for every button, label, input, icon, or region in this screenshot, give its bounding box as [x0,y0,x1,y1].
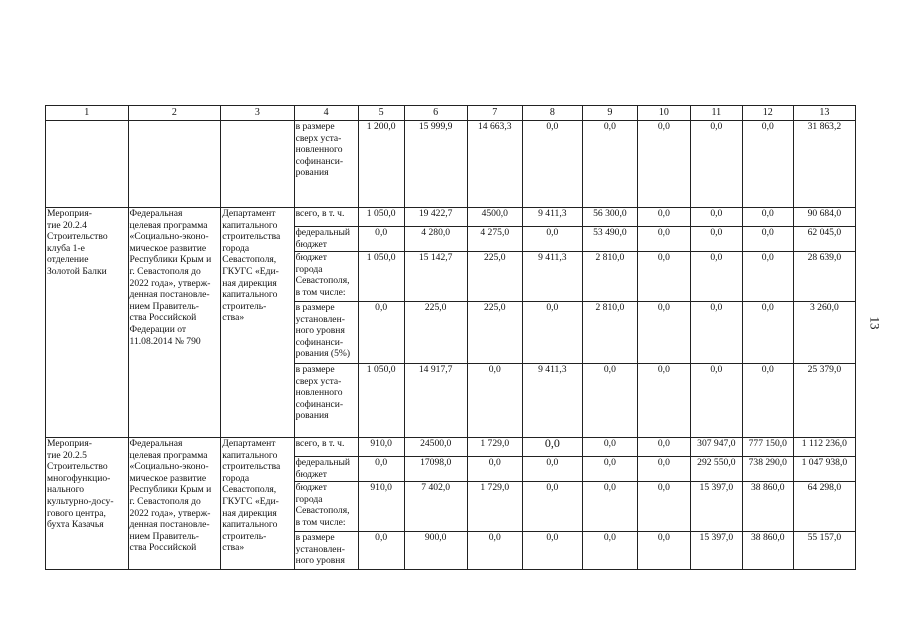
table-cell: 900,0 [404,532,467,570]
table-cell: 2 810,0 [582,252,637,302]
table-cell: 0,0 [522,482,582,532]
table-cell: 0,0 [582,457,637,482]
table-cell: федеральный бюджет [294,457,358,482]
table-cell: 0,0 [742,227,793,252]
column-number-row [46,106,856,121]
table-cell: 0,0 [637,482,690,532]
table-cell: 64 298,0 [793,482,855,532]
table-cell: 25 379,0 [793,364,855,438]
table-cell: 292 550,0 [690,457,742,482]
table-cell: 0,0 [637,364,690,438]
table-cell: 3 260,0 [793,302,855,364]
table-cell: 225,0 [467,252,522,302]
table-cell: 4500,0 [467,208,522,227]
program-cell: Федеральная целевая программа «Социально-эконо- мическое развитие Республики Крым и г. Севастополя до 2022 года», утверж- денная постановле- нием Правитель- ства Российской Федерации от 11.08.2014 № 790 [128,208,221,438]
table-cell: 19 422,7 [404,208,467,227]
table-cell: 7 402,0 [404,482,467,532]
table-cell: 24500,0 [404,438,467,457]
table-cell: 14 917,7 [404,364,467,438]
table-cell: 0,0 [637,208,690,227]
column-header: 3 [221,106,294,121]
table-cell: 307 947,0 [690,438,742,457]
table-cell: 0,0 [742,252,793,302]
table-cell: 0,0 [522,532,582,570]
column-header: 9 [582,106,637,121]
table-cell: 0,0 [522,121,582,208]
table-cell: 0,0 [742,364,793,438]
table-cell: 0,0 [742,302,793,364]
table-cell: в размере сверх уста- новленного софинанси- рования [294,121,358,208]
table-cell: 0,0 [637,532,690,570]
column-header: 13 [793,106,855,121]
table-cell: 0,0 [690,227,742,252]
table-cell: 1 050,0 [358,252,404,302]
table-cell: 0,0 [522,302,582,364]
table-cell: 738 290,0 [742,457,793,482]
table-cell: 0,0 [742,208,793,227]
table-cell: 0,0 [637,252,690,302]
table-cell: 0,0 [742,121,793,208]
table-cell: 0,0 [358,302,404,364]
table-cell: 0,0 [358,532,404,570]
table-cell: 28 639,0 [793,252,855,302]
table-cell: 0,0 [582,121,637,208]
table-cell: 0,0 [690,121,742,208]
table-cell: 225,0 [467,302,522,364]
table-cell: 14 663,3 [467,121,522,208]
table-cell: 0,0 [690,364,742,438]
table-cell: 0,0 [582,438,637,457]
table-cell: 0,0 [637,121,690,208]
table-cell: 1 112 236,0 [793,438,855,457]
table-cell: 15 142,7 [404,252,467,302]
table-cell: 31 863,2 [793,121,855,208]
measure-name-cell: Мероприя- тие 20.2.5 Строительство многофункцио- нального культурно-досу- гового центра, бухта Казачья [46,438,129,570]
table-cell: бюджет города Севастополя, в том числе: [294,482,358,532]
table-cell: 1 729,0 [467,438,522,457]
table-cell: 0,0 [358,457,404,482]
column-header: 5 [358,106,404,121]
column-header: 1 [46,106,129,121]
table-cell: 0,0 [582,482,637,532]
table-cell: 0,0 [690,302,742,364]
table-cell: 0,0 [690,208,742,227]
page-number: 13 [867,316,883,330]
executor-cell: Департамент капитального строительства города Севастополя, ГКУГС «Еди- ная дирекция капитального строитель- ства» [221,208,294,438]
table-cell: 53 490,0 [582,227,637,252]
table-cell: 910,0 [358,438,404,457]
table-row [46,121,856,208]
table-cell: бюджет города Севастополя, в том числе: [294,252,358,302]
table-cell: 2 810,0 [582,302,637,364]
executor-cell: Департамент капитального строительства города Севастополя, ГКУГС «Еди- ная дирекция капитального строитель- ства» [221,438,294,570]
table-cell: 777 150,0 [742,438,793,457]
table-row [46,438,856,457]
table-cell: 4 280,0 [404,227,467,252]
table-cell: 1 047 938,0 [793,457,855,482]
column-header: 12 [742,106,793,121]
table-cell: 9 411,3 [522,252,582,302]
table-row [46,208,856,227]
column-header: 11 [690,106,742,121]
column-header: 6 [404,106,467,121]
table-cell: 62 045,0 [793,227,855,252]
table-cell: 0,0 [637,302,690,364]
table-cell: 0,0 [690,252,742,302]
table-cell: 0,0 [522,227,582,252]
table-cell: всего, в т. ч. [294,438,358,457]
table-cell: 90 684,0 [793,208,855,227]
table-cell: 0,0 [522,457,582,482]
table-cell: 17098,0 [404,457,467,482]
table-cell: 9 411,3 [522,364,582,438]
table-cell [128,121,221,208]
table-cell: 0,0 [467,532,522,570]
program-cell: Федеральная целевая программа «Социально-эконо- мическое развитие Республики Крым и г. Севастополя до 2022 года», утверж- денная постановле- нием Правитель- ства Российской [128,438,221,570]
table-cell: всего, в т. ч. [294,208,358,227]
table-cell: 0,0 [637,227,690,252]
table-cell: 56 300,0 [582,208,637,227]
table-cell: 0,0 [637,438,690,457]
measure-name-cell: Мероприя- тие 20.2.4 Строительство клуба 1-е отделение Золотой Балки [46,208,129,438]
column-header: 8 [522,106,582,121]
table-cell: 15 999,9 [404,121,467,208]
table-cell: 0,0 [637,457,690,482]
table-cell: 0,0 [467,364,522,438]
table-cell: 9 411,3 [522,208,582,227]
table-cell: 910,0 [358,482,404,532]
table-cell: 0,0 [582,364,637,438]
column-header: 7 [467,106,522,121]
table-cell: 1 200,0 [358,121,404,208]
table-cell [221,121,294,208]
table-cell: федеральный бюджет [294,227,358,252]
table-cell: 15 397,0 [690,532,742,570]
table-cell: в размере установлен- ного уровня софинанси- рования (5%) [294,302,358,364]
table-cell: 4 275,0 [467,227,522,252]
table-cell: 55 157,0 [793,532,855,570]
table-cell: 1 050,0 [358,364,404,438]
budget-table [45,105,856,570]
table-cell: в размере сверх уста- новленного софинанси- рования [294,364,358,438]
table-cell: 1 729,0 [467,482,522,532]
table-cell: 0,0 [582,532,637,570]
table-cell: 0,0 [358,227,404,252]
table-cell: 15 397,0 [690,482,742,532]
table-cell: в размере установлен- ного уровня [294,532,358,570]
table-cell: 225,0 [404,302,467,364]
table-cell: 0,0 [467,457,522,482]
table-cell: 38 860,0 [742,532,793,570]
column-header: 4 [294,106,358,121]
column-header: 10 [637,106,690,121]
table-cell: 0,0 [522,438,582,457]
table-cell [46,121,129,208]
column-header: 2 [128,106,221,121]
table-cell: 1 050,0 [358,208,404,227]
table-cell: 38 860,0 [742,482,793,532]
